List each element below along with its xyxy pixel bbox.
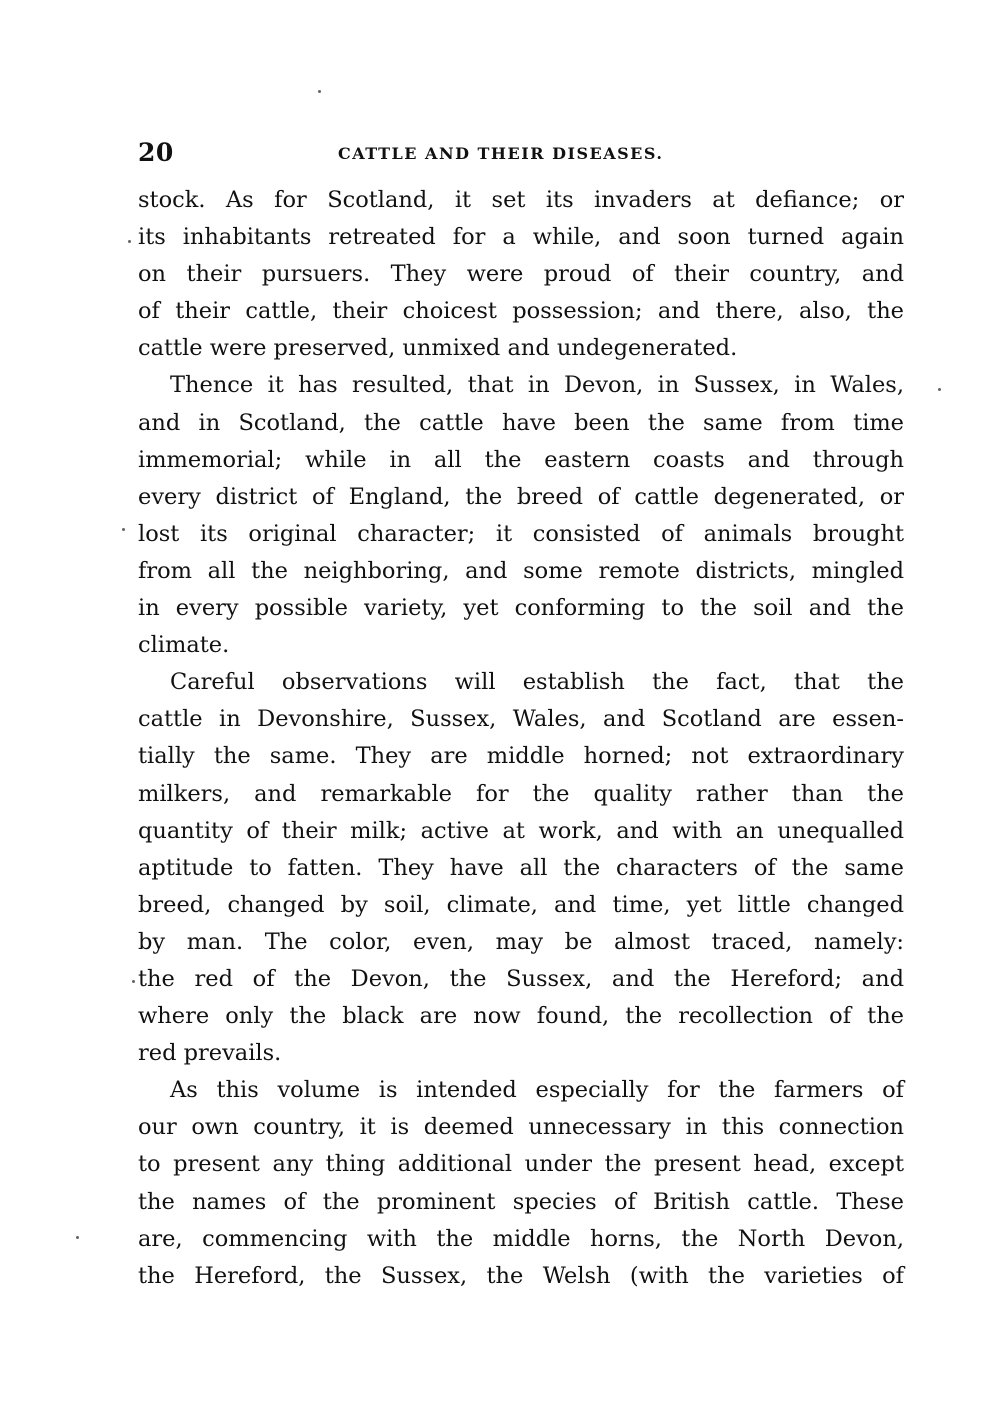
- text-line: by man. The color, even, may be almost traced, namely:: [138, 928, 904, 955]
- text-line: our own country, it is deemed unnecessary in this connection: [138, 1114, 904, 1141]
- text-line: quantity of their milk; active at work, and with an unequalled: [138, 817, 904, 844]
- text-line: its inhabitants retreated for a while, and soon turned again: [138, 224, 904, 251]
- text-line: aptitude to fatten. They have all the characters of the same: [138, 854, 904, 881]
- text-line: are, commencing with the middle horns, the North Devon,: [138, 1225, 904, 1252]
- text-line: red prevails.: [138, 1040, 282, 1067]
- scan-speck: [318, 90, 321, 93]
- running-title: CATTLE AND THEIR DISEASES.: [338, 144, 664, 163]
- scan-speck: [122, 528, 125, 531]
- text-line: tially the same. They are middle horned; not extraordinary: [138, 743, 904, 770]
- page-number: 20: [138, 138, 174, 167]
- text-line: the Hereford, the Sussex, the Welsh (with the varieties of: [138, 1262, 904, 1289]
- text-line: cattle were preserved, unmixed and undegenerated.: [138, 335, 738, 362]
- text-line: to present any thing additional under the present head, except: [138, 1151, 904, 1178]
- paragraph-1: [138, 182, 904, 367]
- body-text: [138, 182, 904, 1295]
- text-line: breed, changed by soil, climate, and time, yet little changed: [138, 891, 904, 918]
- text-line: climate.: [138, 632, 230, 659]
- text-line: immemorial; while in all the eastern coasts and through: [138, 446, 904, 473]
- scan-speck: [128, 240, 131, 243]
- running-head: [138, 138, 904, 170]
- paragraph-2: [138, 367, 904, 664]
- text-line: on their pursuers. They were proud of their country, and: [138, 261, 904, 288]
- text-line: lost its original character; it consisted of animals brought: [138, 520, 904, 547]
- text-line: milkers, and remarkable for the quality rather than the: [138, 780, 904, 807]
- text-line: stock. As for Scotland, it set its invaders at defiance; or: [138, 187, 904, 213]
- text-line: Thence it has resulted, that in Devon, in Sussex, in Wales,: [170, 372, 904, 399]
- text-line: the red of the Devon, the Sussex, and the Hereford; and: [138, 965, 904, 992]
- text-line: As this volume is intended especially for the farmers of: [170, 1077, 904, 1104]
- scan-speck: [76, 1236, 79, 1239]
- text-line: the names of the prominent species of British cattle. These: [138, 1188, 904, 1215]
- scan-speck: [132, 980, 135, 983]
- paragraph-4: [138, 1072, 904, 1295]
- text-line: Careful observations will establish the fact, that the: [170, 669, 904, 696]
- text-line: cattle in Devonshire, Sussex, Wales, and Scotland are essen-: [138, 706, 904, 733]
- text-line: and in Scotland, the cattle have been the same from time: [138, 409, 904, 436]
- text-line: where only the black are now found, the recollection of the: [138, 1003, 904, 1030]
- paragraph-3: [138, 664, 904, 1072]
- text-line: of their cattle, their choicest possession; and there, also, the: [138, 298, 904, 325]
- text-line: every district of England, the breed of cattle degenerated, or: [138, 483, 904, 510]
- text-line: in every possible variety, yet conforming to the soil and the: [138, 595, 904, 622]
- text-line: from all the neighboring, and some remote districts, mingled: [138, 557, 904, 584]
- scan-speck: [938, 388, 941, 391]
